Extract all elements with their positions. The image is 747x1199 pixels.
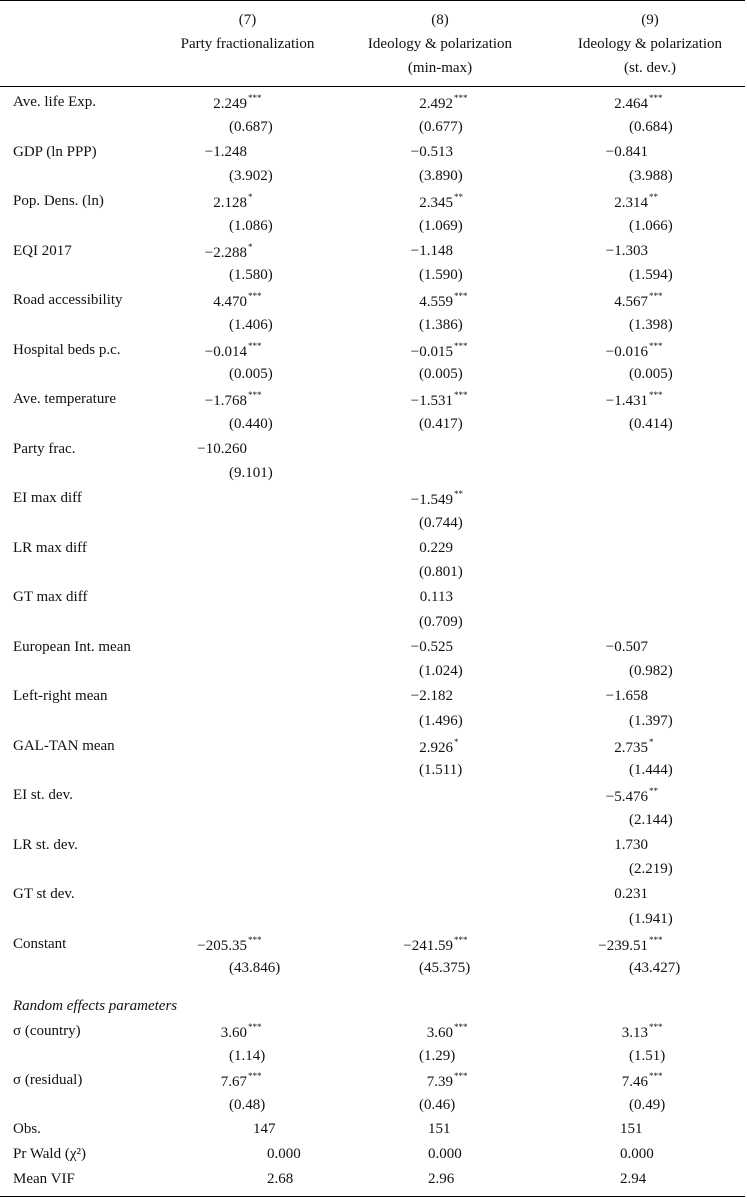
significance-stars: *** [454, 390, 468, 400]
coefficient-value: 4.470 [213, 294, 247, 310]
rows-label: European Int. mean [13, 638, 131, 655]
stat-value: 2.94 [620, 1171, 647, 1187]
column-title: Ideology & polarization [577, 36, 723, 52]
standard-error-cell: (0.46) [419, 1096, 456, 1113]
standard-error-cell: (1.594) [629, 267, 673, 284]
coefficient-cell [606, 787, 671, 806]
standard-error-cell: (0.982) [629, 663, 673, 680]
coefficient-cell [213, 292, 270, 311]
coefficient-cell [614, 193, 671, 212]
standard-error-cell: (1.496) [419, 712, 463, 729]
standard-error-cell: (3.988) [629, 168, 673, 185]
significance-stars: * [248, 241, 253, 252]
coefficient-value: −239.51 [598, 937, 648, 954]
coefficient-cell [221, 1023, 270, 1042]
standard-error-cell: (0.417) [419, 415, 463, 432]
significance-stars: *** [454, 1022, 468, 1032]
rows-label: Hospital beds p.c. [13, 341, 121, 358]
significance-stars: *** [248, 390, 262, 400]
coefficient-value: 4.559 [419, 294, 453, 310]
coefficient-cell [598, 936, 671, 955]
coefficient-value: 7.39 [426, 1074, 453, 1090]
coefficient-value: −1.658 [605, 688, 648, 704]
rows-label: Pop. Dens. (ln) [13, 193, 104, 209]
coefficient-cell [606, 688, 671, 705]
coefficient-value: −0.513 [410, 143, 453, 160]
standard-error-cell: (2.219) [629, 861, 673, 878]
coefficient-cell [427, 1072, 476, 1091]
rows-label: EI st. dev. [13, 787, 73, 803]
coefficient-cell [213, 193, 270, 212]
coefficient-cell [205, 391, 270, 410]
standard-error-cell: (1.511) [419, 762, 463, 779]
rows-label: LR max diff [13, 539, 87, 556]
significance-stars: *** [248, 291, 262, 301]
coefficient-value: 0.113 [419, 589, 453, 605]
standard-error-cell: (9.101) [229, 465, 273, 482]
standard-error-cell: (3.902) [229, 168, 273, 185]
significance-stars: *** [649, 291, 663, 301]
coefficient-value: 2.735 [614, 739, 648, 756]
coefficient-value: −1.549 [410, 492, 453, 508]
rows-label: Party frac. [13, 440, 76, 457]
standard-error-cell: (2.144) [629, 811, 673, 828]
stat-label: Obs. [13, 1121, 41, 1137]
random_effects.rows-label: σ (country) [13, 1023, 81, 1039]
standard-error-cell: (1.066) [629, 217, 673, 234]
standard-error-cell: (3.890) [419, 168, 463, 185]
coefficient-value: −1.768 [204, 393, 247, 409]
coefficient-cell [419, 193, 476, 212]
standard-error-cell: (1.14) [229, 1047, 266, 1064]
standard-error-cell: (1.29) [419, 1047, 456, 1064]
coefficient-value: 3.60 [426, 1025, 453, 1041]
coefficient-value: 2.345 [419, 195, 453, 211]
coefficient-cell [411, 639, 476, 656]
stat-value: 2.96 [428, 1171, 455, 1187]
column-number: (9) [641, 12, 659, 28]
column-header-7 [160, 8, 335, 56]
stat-label: Pr Wald (χ²) [13, 1146, 86, 1162]
standard-error-cell: (1.51) [629, 1047, 666, 1064]
coefficient-value: 0.229 [419, 539, 453, 556]
coefficient-value: −1.148 [410, 242, 453, 259]
standard-error-cell: (1.386) [419, 316, 463, 333]
rows-label: EI max diff [13, 490, 82, 506]
coefficient-value: −2.288 [204, 244, 247, 261]
coefficient-value: −0.525 [410, 638, 453, 655]
standard-error-cell: (0.005) [629, 366, 673, 383]
standard-error-cell: (43.427) [629, 960, 681, 977]
standard-error-cell: (0.709) [419, 613, 463, 630]
significance-stars: *** [649, 93, 663, 103]
coefficient-cell [197, 936, 270, 955]
column-title: Ideology & polarization [367, 36, 513, 52]
coefficient-cell [411, 391, 476, 410]
standard-error-cell: (0.684) [629, 118, 673, 135]
significance-stars: *** [649, 1022, 663, 1032]
coefficient-value: 4.567 [614, 294, 648, 310]
standard-error-cell: (0.801) [419, 564, 463, 581]
significance-stars: *** [248, 1022, 262, 1032]
coefficient-cell [419, 94, 476, 113]
coefficient-cell [411, 243, 476, 260]
coefficient-value: −1.303 [605, 242, 648, 259]
coefficient-value: −1.431 [605, 393, 648, 409]
column-number: (8) [431, 12, 449, 28]
standard-error-cell: (1.069) [419, 217, 463, 234]
significance-stars: ** [649, 192, 658, 202]
coefficient-value: −241.59 [403, 937, 453, 954]
coefficient-cell [411, 490, 476, 509]
coefficient-cell [411, 688, 476, 705]
standard-error-cell: (0.005) [419, 366, 463, 383]
significance-stars: * [248, 192, 253, 202]
coefficient-cell [205, 144, 270, 161]
coefficient-value: −0.507 [605, 638, 648, 655]
coefficient-cell [622, 1072, 671, 1091]
significance-stars: *** [248, 1071, 262, 1081]
significance-stars: ** [649, 786, 658, 796]
coefficient-cell [420, 589, 476, 606]
standard-error-cell: (0.49) [629, 1096, 666, 1113]
coefficient-cell [205, 243, 270, 262]
coefficient-cell [606, 391, 671, 410]
rows-label: LR st. dev. [13, 836, 78, 853]
significance-stars: *** [454, 1071, 468, 1081]
coefficient-value: −0.014 [204, 343, 247, 360]
coefficient-cell [419, 738, 476, 757]
standard-error-cell: (1.398) [629, 316, 673, 333]
random_effects.rows-label: σ (residual) [13, 1072, 83, 1088]
rows-label: Road accessibility [13, 292, 123, 308]
coefficient-cell [606, 243, 671, 260]
rows-label: EQI 2017 [13, 242, 72, 259]
stat-value: 0.000 [267, 1146, 301, 1162]
significance-stars: *** [248, 934, 262, 945]
coefficient-value: −0.015 [410, 343, 453, 360]
coefficient-cell [614, 738, 671, 757]
column-subtitle: (st. dev.) [624, 60, 676, 76]
significance-stars: *** [454, 934, 468, 945]
standard-error-cell: (1.406) [229, 316, 273, 333]
significance-stars: * [454, 736, 459, 747]
coefficient-cell [403, 936, 476, 955]
coefficient-value: −1.248 [204, 143, 247, 160]
coefficient-cell [221, 1072, 270, 1091]
standard-error-cell: (0.440) [229, 415, 273, 432]
stat-value: 2.68 [267, 1171, 294, 1187]
standard-error-cell: (0.005) [229, 366, 273, 383]
rows-label: Ave. temperature [13, 391, 117, 407]
standard-error-cell: (1.444) [629, 762, 673, 779]
standard-error-cell: (1.086) [229, 217, 273, 234]
rows-label: GAL-TAN mean [13, 737, 115, 754]
significance-stars: *** [454, 340, 468, 351]
coefficient-cell [427, 1023, 476, 1042]
coefficient-value: −1.531 [410, 393, 453, 409]
standard-error-cell: (1.580) [229, 267, 273, 284]
stat-value: 0.000 [620, 1146, 654, 1162]
coefficient-value: 1.730 [614, 836, 648, 853]
rows-label: Left-right mean [13, 688, 108, 704]
standard-error-cell: (0.48) [229, 1096, 266, 1113]
coefficient-cell [411, 342, 476, 361]
standard-error-cell: (1.941) [629, 910, 673, 927]
coefficient-cell [606, 342, 671, 361]
standard-error-cell: (0.687) [229, 118, 273, 135]
standard-error-cell: (0.414) [629, 415, 673, 432]
coefficient-value: 2.926 [419, 739, 453, 756]
coefficient-cell [419, 292, 476, 311]
coefficient-value: 3.60 [220, 1025, 247, 1041]
column-header-9 [560, 8, 740, 80]
column-header-8 [350, 8, 530, 80]
stat-value: 151 [428, 1121, 451, 1137]
standard-error-cell: (1.397) [629, 712, 673, 729]
coefficient-cell [606, 144, 671, 161]
coefficient-cell [614, 292, 671, 311]
coefficient-cell [606, 639, 671, 656]
coefficient-cell [614, 837, 671, 854]
rows-label: Constant [13, 935, 67, 952]
significance-stars: *** [649, 934, 663, 945]
significance-stars: *** [649, 1071, 663, 1081]
coefficient-value: 0.231 [614, 886, 648, 902]
coefficient-cell [419, 540, 476, 557]
significance-stars: *** [454, 291, 468, 301]
random-effects-title: Random effects parameters [13, 998, 178, 1014]
coefficient-value: −0.841 [605, 143, 648, 160]
coefficient-value: 3.13 [621, 1025, 648, 1041]
significance-stars: * [649, 736, 654, 747]
column-number: (7) [238, 12, 257, 28]
standard-error-cell: (43.846) [229, 960, 281, 977]
significance-stars: *** [248, 93, 262, 103]
significance-stars: ** [454, 192, 463, 202]
column-title: Party fractionalization [180, 36, 315, 52]
standard-error-cell: (0.744) [419, 514, 463, 531]
coefficient-cell [411, 144, 476, 161]
rows-label: Ave. life Exp. [13, 94, 97, 110]
significance-stars: *** [649, 340, 663, 351]
stat-value: 0.000 [428, 1146, 462, 1162]
coefficient-value: −10.260 [197, 440, 247, 457]
coefficient-cell [197, 441, 270, 458]
rows-label: GT st dev. [13, 886, 75, 902]
coefficient-value: 2.492 [419, 96, 453, 112]
coefficient-cell [614, 94, 671, 113]
coefficient-value: 7.67 [220, 1074, 247, 1090]
coefficient-value: 2.128 [213, 195, 247, 211]
column-subtitle: (min-max) [407, 60, 473, 76]
standard-error-cell: (0.677) [419, 118, 463, 135]
coefficient-value: 2.249 [213, 96, 247, 112]
rows-label: GT max diff [13, 589, 88, 605]
coefficient-value: −5.476 [605, 789, 648, 805]
coefficient-value: 7.46 [621, 1074, 648, 1090]
table-header-rule [0, 86, 745, 87]
coefficient-value: −0.016 [605, 343, 648, 360]
table-bottom-rule [0, 1196, 745, 1197]
standard-error-cell: (1.024) [419, 663, 463, 680]
table-top-rule [0, 0, 745, 1]
coefficient-cell [614, 886, 671, 903]
coefficient-cell [205, 342, 270, 361]
coefficient-cell [622, 1023, 671, 1042]
significance-stars: *** [454, 93, 468, 103]
significance-stars: ** [454, 489, 463, 499]
stat-value: 147 [253, 1121, 276, 1137]
coefficient-value: −205.35 [197, 937, 247, 954]
standard-error-cell: (45.375) [419, 960, 471, 977]
rows-label: GDP (ln PPP) [13, 143, 97, 160]
standard-error-cell: (1.590) [419, 267, 463, 284]
stat-value: 151 [620, 1121, 643, 1137]
significance-stars: *** [649, 390, 663, 400]
stat-label: Mean VIF [13, 1171, 75, 1187]
coefficient-value: 2.314 [614, 195, 648, 211]
coefficient-value: −2.182 [410, 688, 453, 704]
coefficient-cell [213, 94, 270, 113]
coefficient-value: 2.464 [614, 96, 648, 112]
significance-stars: *** [248, 340, 262, 351]
